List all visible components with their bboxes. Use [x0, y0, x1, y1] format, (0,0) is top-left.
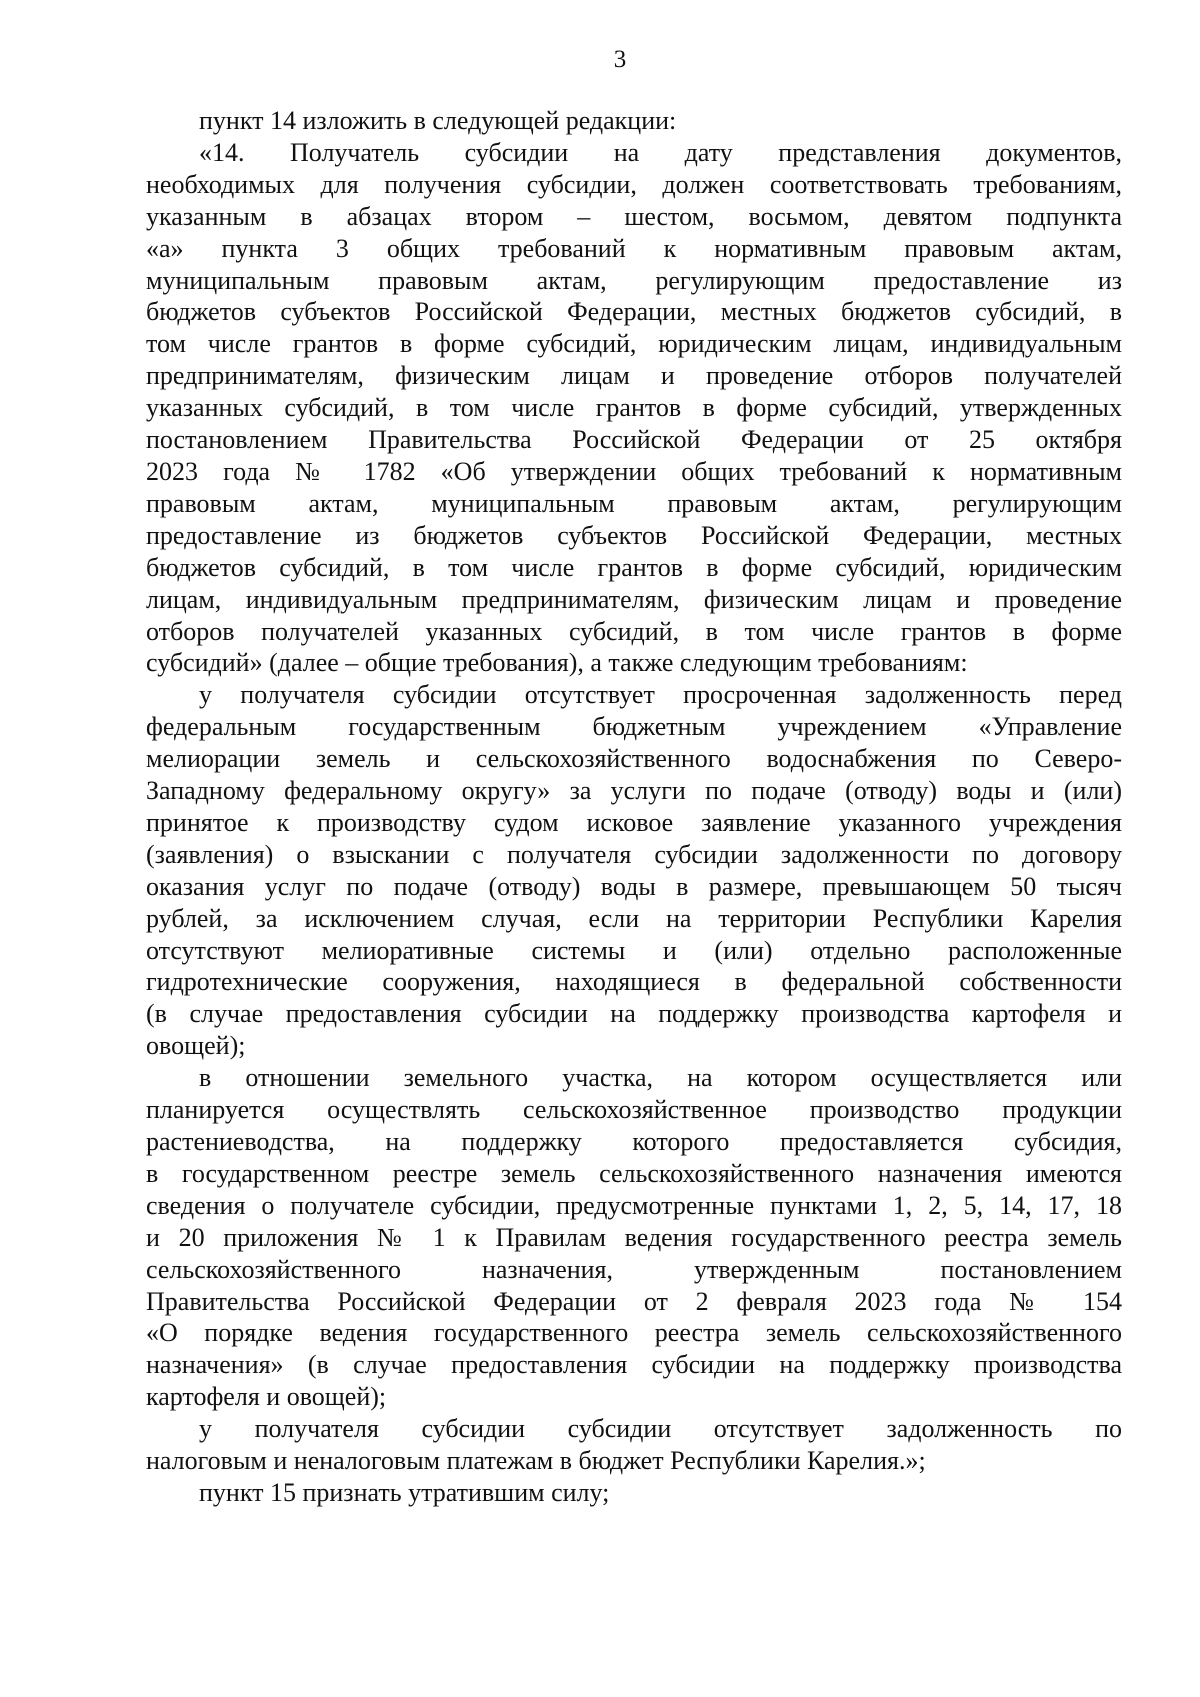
text-line: лицам, индивидуальным предпринимателям, физическим лицам и проведение	[146, 584, 1122, 614]
text-line: указанных субсидий, в том числе грантов в форме субсидий, утвержденных	[146, 393, 1122, 423]
text-line: сведения о получателе субсидии, предусмотренные пунктами 1, 2, 5, 14, 17, 18	[146, 1190, 1122, 1220]
paragraph	[146, 1062, 1122, 1413]
text-line: муниципальным правовым актам, регулирующим предоставление из	[146, 265, 1122, 295]
text-line: планируется осуществлять сельскохозяйственное производство продукции	[146, 1095, 1122, 1125]
page-number: 3	[613, 46, 627, 73]
text-line: бюджетов субсидий, в том числе грантов в форме субсидий, юридическим	[146, 552, 1122, 582]
text-line: «14. Получатель субсидии на дату представления документов,	[199, 137, 1122, 167]
text-line: оказания услуг по подаче (отводу) воды в размере, превышающем 50 тысяч	[146, 871, 1122, 901]
text-line: (в случае предоставления субсидии на поддержку производства картофеля и	[146, 999, 1122, 1029]
text-line: указанным в абзацах втором – шестом, восьмом, девятом подпункта	[146, 201, 1122, 231]
text-line: предпринимателям, физическим лицам и проведение отборов получателей	[146, 361, 1122, 391]
text-line: предоставление из бюджетов субъектов Российской Федерации, местных	[146, 520, 1122, 550]
text-line: Правительства Российской Федерации от 2 февраля 2023 года № 154	[146, 1286, 1122, 1316]
text-line: 2023 года № 1782 «Об утверждении общих требований к нормативным	[146, 456, 1122, 486]
text-line: «а» пункта 3 общих требований к нормативным правовым актам,	[146, 233, 1122, 263]
text-line: необходимых для получения субсидии, должен соответствовать требованиям,	[146, 169, 1122, 199]
text-line: субсидий» (далее – общие требования), а также следующим требованиям:	[146, 648, 968, 678]
paragraph	[146, 137, 1122, 679]
text-line: том числе грантов в форме субсидий, юридическим лицам, индивидуальным	[146, 329, 1122, 359]
text-line: гидротехнические сооружения, находящиеся в федеральной собственности	[146, 967, 1122, 997]
paragraph	[146, 1477, 1122, 1509]
text-line: правовым актам, муниципальным правовым актам, регулирующим	[146, 488, 1122, 518]
text-line: рублей, за исключением случая, если на территории Республики Карелия	[146, 903, 1122, 933]
text-line: у получателя субсидии отсутствует просроченная задолженность перед	[199, 680, 1122, 710]
paragraph	[146, 1413, 1122, 1477]
text-line: Западному федеральному округу» за услуги по подаче (отводу) воды и (или)	[146, 776, 1122, 806]
text-line: постановлением Правительства Российской Федерации от 25 октября	[146, 425, 1122, 455]
text-line: в государственном реестре земель сельскохозяйственного назначения имеются	[146, 1158, 1122, 1188]
text-line: принятое к производству судом исковое заявление указанного учреждения	[146, 807, 1122, 837]
text-line: сельскохозяйственного назначения, утвержденным постановлением	[146, 1254, 1122, 1284]
text-line: у получателя субсидии субсидии отсутствует задолженность по	[199, 1414, 1122, 1444]
text-line: картофеля и овощей);	[146, 1382, 387, 1412]
text-line: бюджетов субъектов Российской Федерации, местных бюджетов субсидий, в	[146, 297, 1122, 327]
text-line: «О порядке ведения государственного реестра земель сельскохозяйственного	[146, 1318, 1122, 1348]
text-line: в отношении земельного участка, на котором осуществляется или	[199, 1063, 1122, 1093]
paragraph	[146, 105, 1122, 137]
text-line: отборов получателей указанных субсидий, в том числе грантов в форме	[146, 616, 1122, 646]
text-line: овощей);	[146, 1031, 246, 1061]
text-line: и 20 приложения № 1 к Правилам ведения государственного реестра земель	[146, 1222, 1122, 1252]
text-line: (заявления) о взыскании с получателя субсидии задолженности по договору	[146, 839, 1122, 869]
document-body	[146, 105, 1122, 1509]
text-line: растениеводства, на поддержку которого предоставляется субсидия,	[146, 1127, 1122, 1156]
text-line: пункт 14 изложить в следующей редакции:	[199, 106, 677, 135]
paragraph	[146, 679, 1122, 1062]
text-line: мелиорации земель и сельскохозяйственного водоснабжения по Северо-	[146, 744, 1122, 774]
text-line: федеральным государственным бюджетным учреждением «Управление	[146, 712, 1122, 742]
text-line: отсутствуют мелиоративные системы и (или) отдельно расположенные	[146, 935, 1122, 965]
text-line: пункт 15 признать утратившим силу;	[199, 1477, 610, 1507]
text-line: налоговым и неналоговым платежам в бюджет Республики Карелия.»;	[146, 1446, 926, 1476]
text-line: назначения» (в случае предоставления субсидии на поддержку производства	[146, 1350, 1122, 1380]
